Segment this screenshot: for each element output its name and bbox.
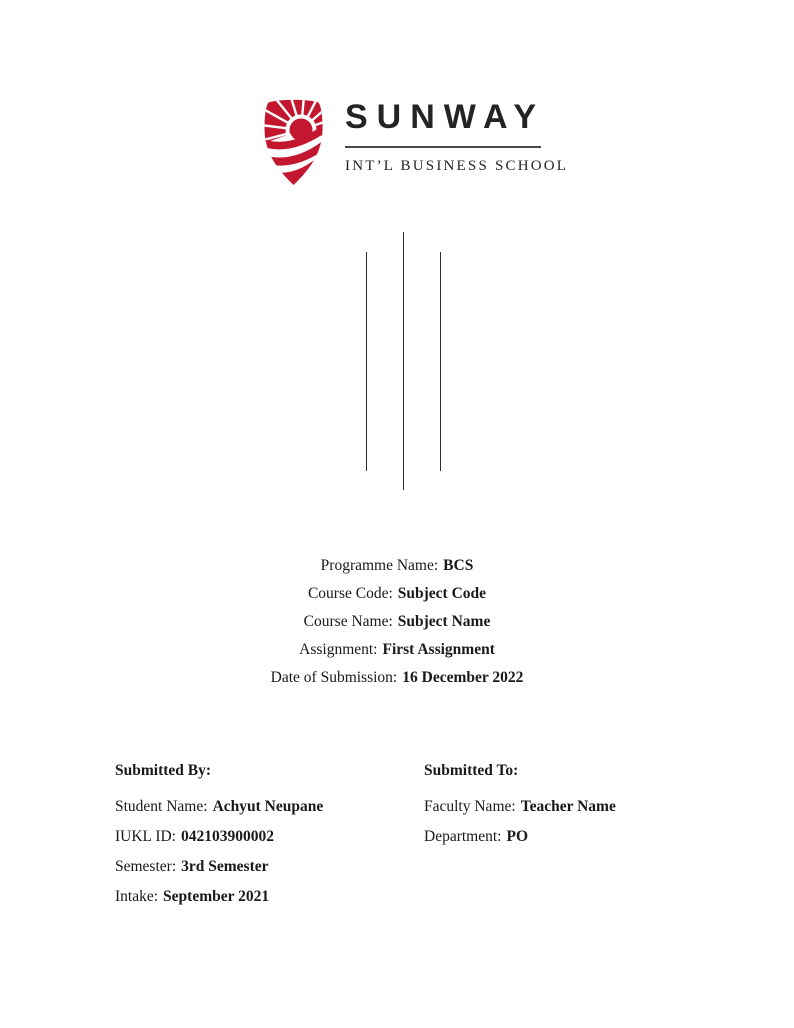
detail-row-programme [0, 552, 794, 580]
field-value: 042103900002 [180, 828, 274, 845]
submitted-by-row-student-name [115, 792, 415, 822]
submitted-by-row-iukl-id [115, 822, 415, 852]
field-value: PO [506, 828, 529, 845]
detail-value: 16 December 2022 [402, 669, 524, 686]
submitted-to-row-department [424, 822, 724, 852]
field-label: Intake: [115, 888, 159, 905]
submitted-by-block [115, 763, 415, 912]
sunway-shield-logo-icon [262, 98, 325, 186]
detail-label: Assignment: [299, 641, 378, 658]
detail-row-submission-date [0, 664, 794, 692]
detail-row-course-code [0, 580, 794, 608]
submitted-by-row-semester [115, 852, 415, 882]
detail-row-course-name [0, 608, 794, 636]
detail-label: Programme Name: [320, 557, 439, 574]
submitted-to-row-faculty-name [424, 792, 724, 822]
brand-subtitle: INT’L BUSINESS SCHOOL [345, 158, 569, 174]
field-value: Achyut Neupane [212, 798, 324, 815]
field-value: September 2021 [163, 888, 270, 905]
detail-value: Subject Name [397, 613, 491, 630]
field-label: Faculty Name: [424, 798, 516, 815]
vertical-rule-middle [403, 232, 404, 490]
submitted-to-block [424, 763, 724, 852]
logo-text-block [345, 98, 569, 175]
detail-value: BCS [443, 557, 474, 574]
submitted-by-row-intake [115, 882, 415, 912]
submitted-to-heading: Submitted To: [424, 762, 519, 779]
detail-label: Date of Submission: [270, 669, 398, 686]
field-label: Student Name: [115, 798, 208, 815]
submitted-by-heading: Submitted By: [115, 762, 212, 779]
detail-label: Course Name: [303, 613, 393, 630]
vertical-rule-right [440, 252, 441, 471]
brand-name: SUNWAY [345, 98, 546, 136]
brand-divider [345, 146, 541, 148]
detail-value: First Assignment [382, 641, 495, 658]
detail-value: Subject Code [397, 585, 487, 602]
field-label: Semester: [115, 858, 177, 875]
field-value: Teacher Name [520, 798, 616, 815]
field-value: 3rd Semester [181, 858, 269, 875]
detail-row-assignment [0, 636, 794, 664]
detail-label: Course Code: [307, 585, 393, 602]
course-details-block [0, 552, 794, 692]
vertical-rule-left [366, 252, 367, 471]
field-label: IUKL ID: [115, 828, 176, 845]
field-label: Department: [424, 828, 502, 845]
